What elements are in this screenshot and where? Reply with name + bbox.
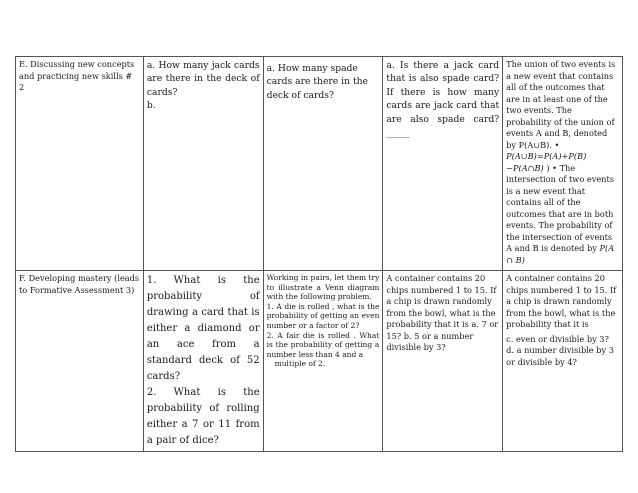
activity-cell — [383, 271, 503, 452]
problem-2: 2. A fair die is rolled . What is the probability of getting a number less than 4 and a — [266, 330, 380, 359]
row-label: F. Developing mastery (leads to Formative Assessment 3) — [19, 273, 140, 295]
row-label-cell — [16, 57, 144, 271]
pair-work-intro: Working in pairs, let them try to illustrate a Venn diagram with the following problem. — [266, 273, 380, 302]
union-formula: P(A∪B)=P(A)+P(B)−P(A∩B) — [506, 151, 587, 173]
activity-cell — [143, 57, 263, 271]
activity-cell — [263, 271, 383, 452]
question-a: a. How many spade cards are there in the deck of cards? — [266, 63, 368, 101]
table-row-mastery — [16, 271, 623, 452]
question-b: b. — [146, 100, 156, 112]
problem-1: 1. What is the probability of drawing a card that is either a diamond or an ace from a standard deck of 52 cards? — [146, 275, 260, 382]
problem-2: 2. What is the probability of rolling either a 7 or 11 from a pair of dice? — [146, 387, 260, 446]
lesson-plan-table — [15, 56, 623, 452]
answer-blank: _____ — [386, 127, 410, 139]
union-text: The union of two events is a new event that contains all of the outcomes that are in at least one of the two events. The probability of the union of events A and B, denoted by P(A∪B). • — [506, 59, 616, 150]
table-row-discussing — [16, 57, 623, 271]
container-problem: A container contains 20 chips numbered 1 to 15. If a chip is drawn randomly from the bowl, what is the probability that it is a. 7 or 15? b. 5 or a number divisible by 3? — [386, 273, 499, 352]
activity-cell — [263, 57, 383, 271]
problem-2-continued: multiple of 2. — [274, 359, 326, 369]
row-label: E. Discussing new concepts and practicing new skills # 2 — [19, 59, 135, 92]
intersection-text: ) • The intersection of two events is a new event that contains all of the outcomes that are in both events. The probability of the intersection of events A and B is denoted by — [506, 162, 614, 253]
discussion-cell — [503, 57, 623, 271]
question-a: a. How many jack cards are there in the deck of cards? — [146, 60, 260, 98]
container-questions: c. even or divisible by 3? d. a number divisible by 3 or divisible by 4? — [506, 333, 614, 367]
activity-cell — [143, 271, 263, 452]
activity-cell — [503, 271, 623, 452]
row-label-cell — [16, 271, 144, 452]
intersection-formula: P(A ∩ B) — [506, 243, 615, 265]
container-problem: A container contains 20 chips numbered 1 to 15. If a chip is drawn randomly from the bowl, what is the probability that it is — [506, 273, 617, 329]
activity-cell — [383, 57, 503, 271]
problem-1: 1. A die is rolled , what is the probability of getting an even number or a factor of 2? — [266, 301, 380, 330]
question-a: a. Is there a jack card that is also spade card? If there is how many cards are jack card that are also spade card? — [386, 60, 500, 125]
